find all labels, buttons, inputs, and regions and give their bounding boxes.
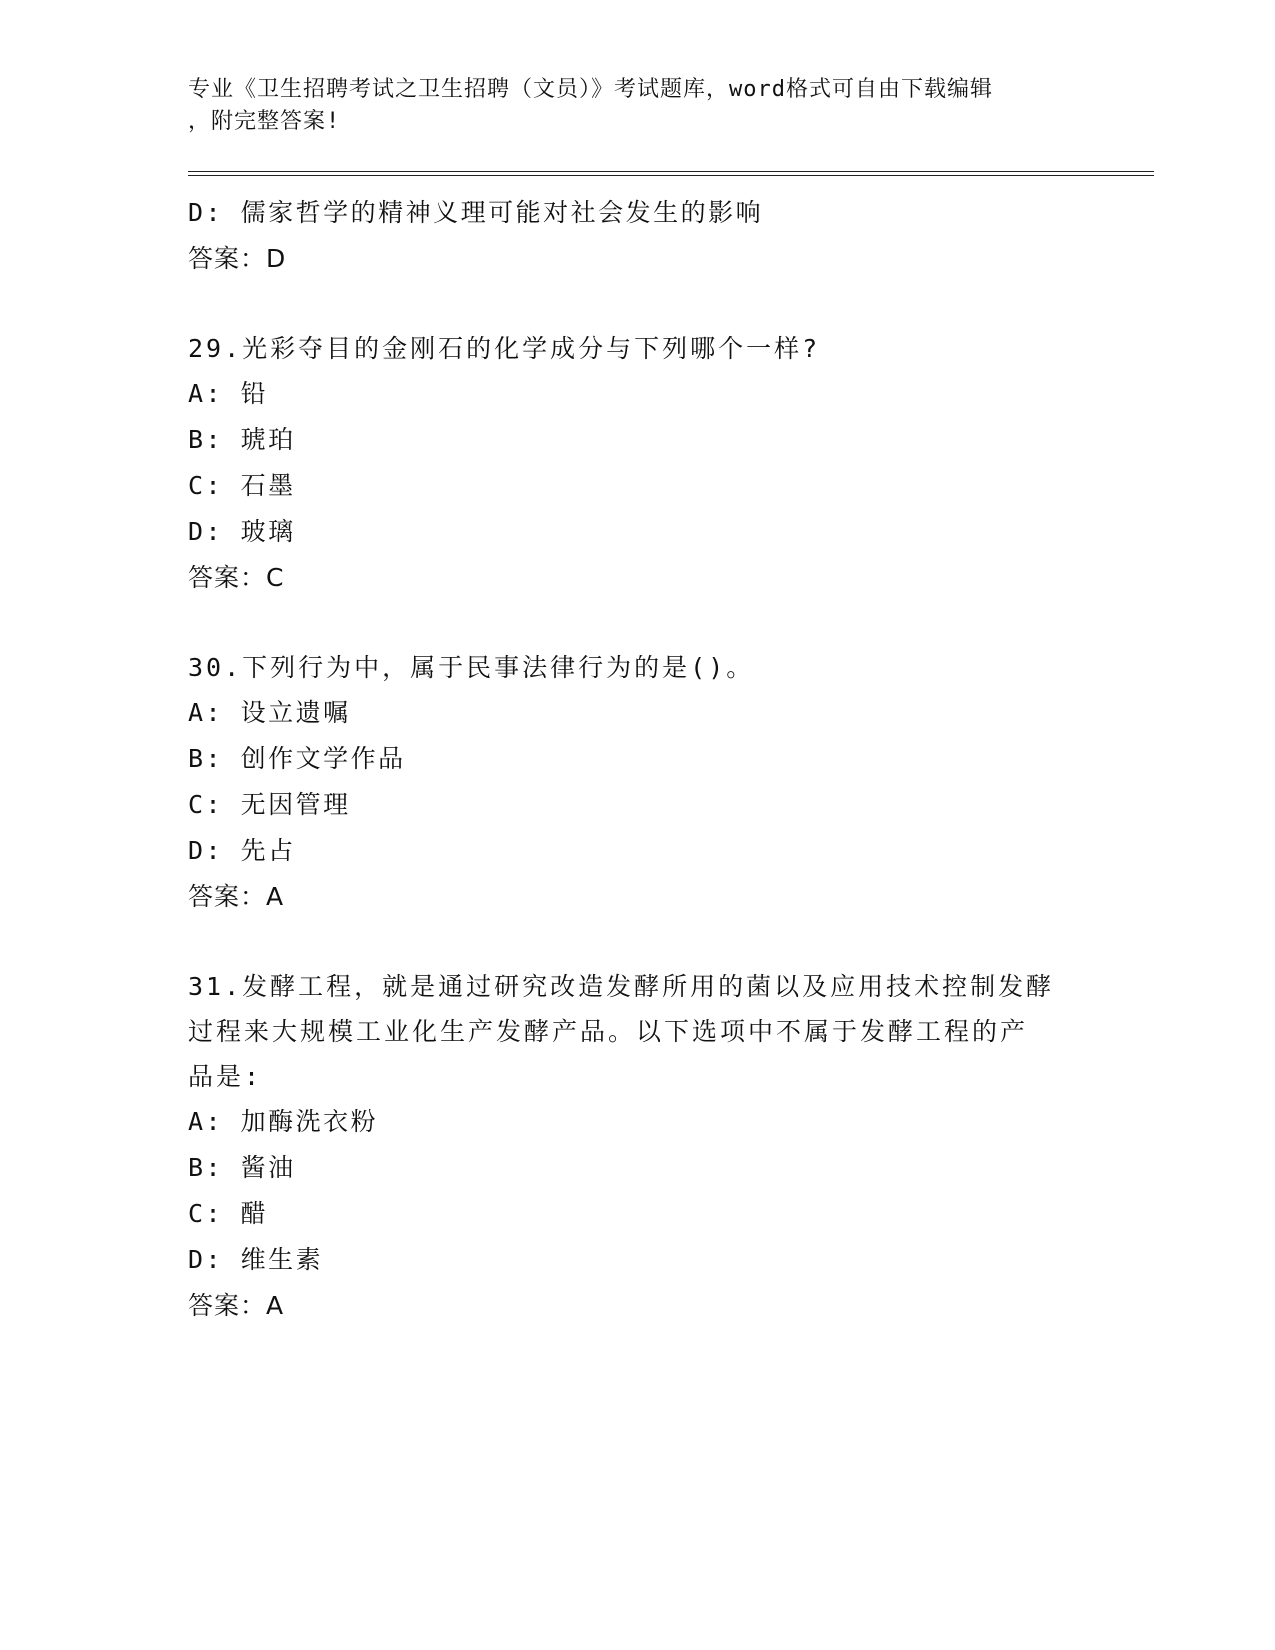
header-divider-top bbox=[188, 171, 1154, 172]
answer-line: 答案：D bbox=[188, 244, 287, 273]
answer-line: 答案：C bbox=[188, 563, 285, 592]
question-block bbox=[188, 645, 1088, 920]
option-a: A: 设立遗嘱 bbox=[188, 698, 351, 727]
option-d: D: 玻璃 bbox=[188, 517, 296, 546]
option-b: B: 琥珀 bbox=[188, 425, 296, 454]
option-c: C: 醋 bbox=[188, 1199, 269, 1228]
answer-line: 答案：A bbox=[188, 1291, 285, 1320]
question-text: 过程来大规模工业化生产发酵产品。以下选项中不属于发酵工程的产 bbox=[188, 1017, 1029, 1046]
question-text: 品是: bbox=[188, 1062, 263, 1091]
question-text: 31.发酵工程，就是通过研究改造发酵所用的菌以及应用技术控制发酵 bbox=[188, 972, 1055, 1001]
option-d: D: 维生素 bbox=[188, 1245, 324, 1274]
document-header bbox=[188, 74, 1078, 138]
question-text: 30.下列行为中，属于民事法律行为的是()。 bbox=[188, 653, 755, 682]
question-block bbox=[188, 964, 1088, 1329]
option-d: D: 儒家哲学的精神义理可能对社会发生的影响 bbox=[188, 198, 764, 227]
option-c: C: 无因管理 bbox=[188, 790, 351, 819]
option-d: D: 先占 bbox=[188, 836, 296, 865]
answer-line: 答案：A bbox=[188, 882, 285, 911]
option-b: B: 酱油 bbox=[188, 1153, 296, 1182]
header-line-2: ，附完整答案! bbox=[188, 109, 341, 134]
question-content bbox=[188, 190, 1088, 1329]
option-b: B: 创作文学作品 bbox=[188, 744, 406, 773]
header-line-1: 专业《卫生招聘考试之卫生招聘（文员）》考试题库，word格式可自由下载编辑 bbox=[188, 77, 993, 102]
header-divider-bottom bbox=[188, 175, 1154, 176]
option-a: A: 铅 bbox=[188, 379, 269, 408]
option-a: A: 加酶洗衣粉 bbox=[188, 1107, 379, 1136]
question-block bbox=[188, 326, 1088, 601]
option-c: C: 石墨 bbox=[188, 471, 296, 500]
question-text: 29.光彩夺目的金刚石的化学成分与下列哪个一样? bbox=[188, 334, 821, 363]
